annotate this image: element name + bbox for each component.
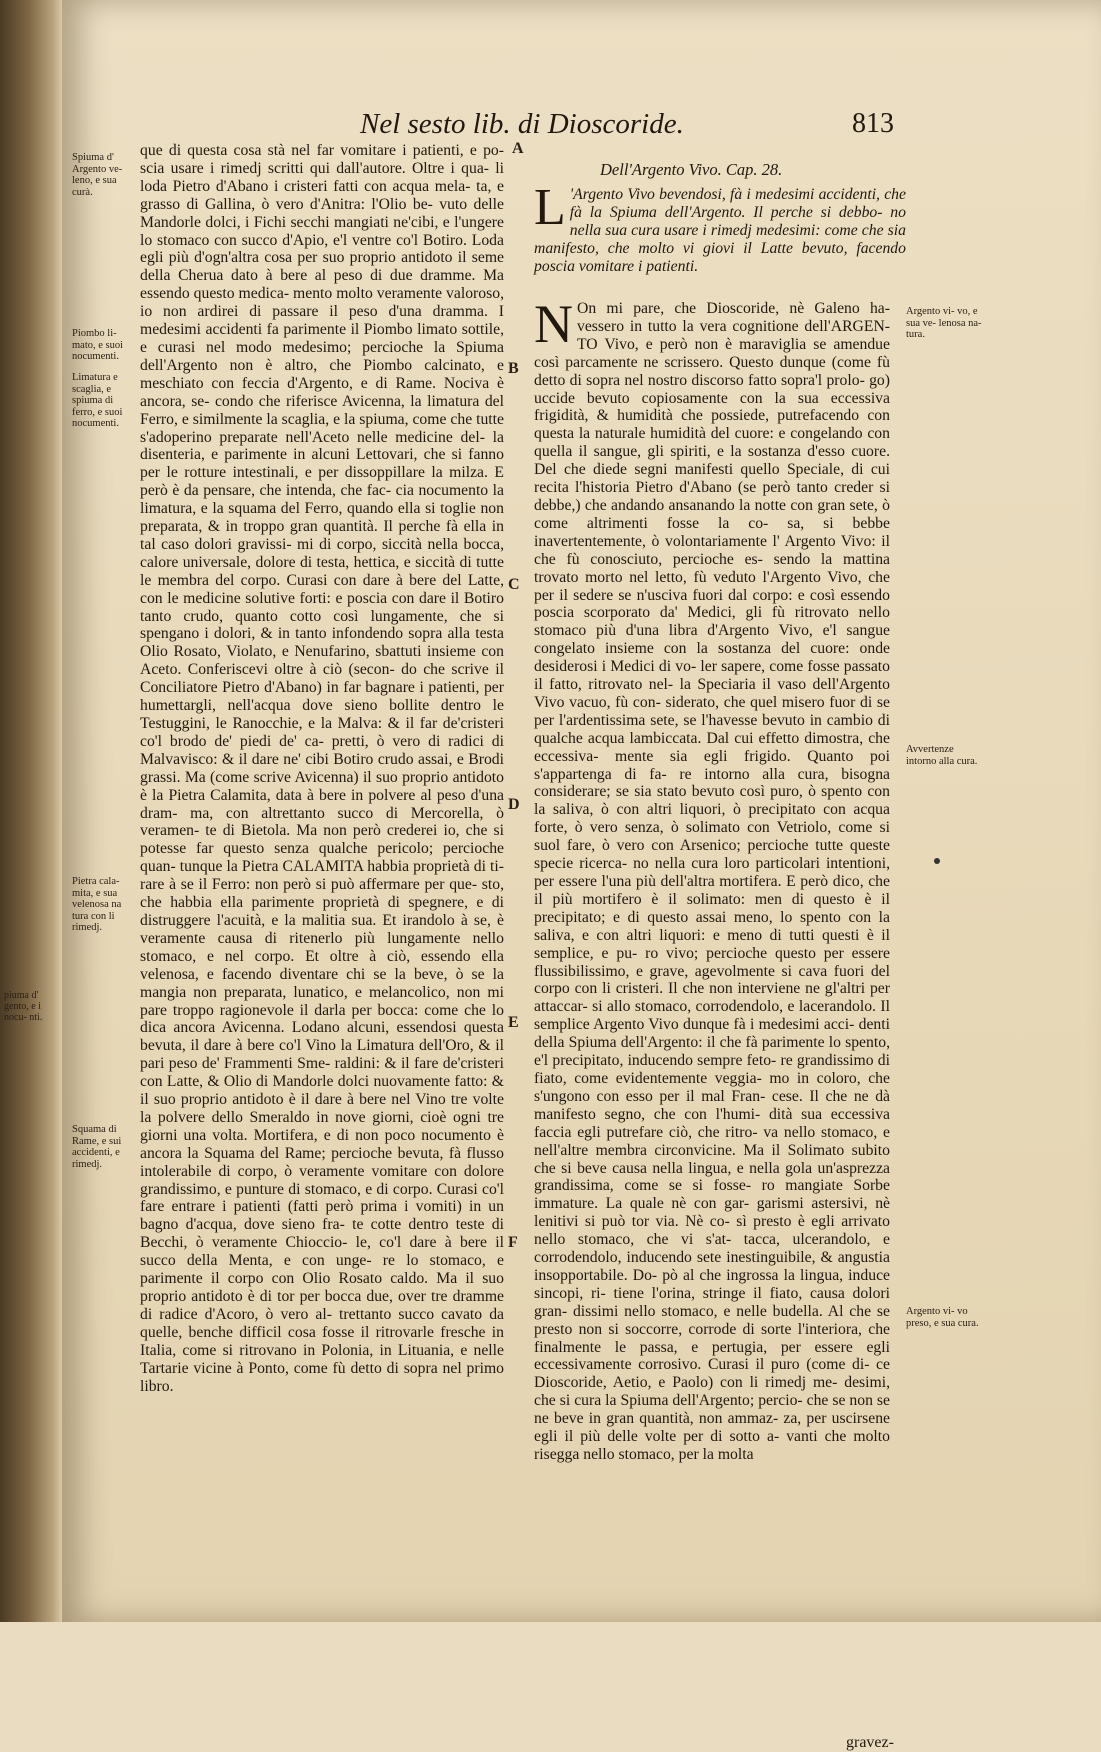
left-column-text: que di questa cosa stà nel far vomitare i patienti, e po- scia usare i rimedj scritti qui dall'autore. Oltre i qua- li loda Pietro d'Abano i cristeri fatti con acqua mela- ta, e grasso di Gallina, ò vero d'Anitra: l'Olio be- vuto delle Mandorle dolci, i Fichi secchi mangiati ne'cibi, e l'ungere lo stomaco con succo d'Apio, e'l ventre co'l Botiro. Loda egli più d'ogn'altra cosa per suo proprio antidoto il seme della Cherua dato à bere al peso di due dramme. Ma essendo questo medica- mento molto veramente valoroso, io non ardirei di passare il peso d'una dramma. I medesimi accidenti fa parimente il Piombo limato sottile, e curasi nel modo medesimo; percioche la Spiuma dell'Argento non è altro, che Piombo calcinato, e meschiato con feccia d'Argento, e di Rame. Nociva è ancora, se- condo che riferisce Avicenna, la limatura del Ferro, e similmente la scaglia, e la spiuma, come che tutte s'adoperino preparate nell'Aceto nelle medicine del- la disenteria, e parimente in alcuni Lettovari, che si fanno per le rotture intestinali, e per dissoppillare la milza. E però è da pensare, che intenda, che fac- cia nocumento la limatura, e la squama del Ferro, quando ella si toglie non preparata, & in troppo gran quantità. Il perche fà ella in tal caso dolori gravissi- mi di corpo, siccità nella bocca, calore universale, dolore di testa, hettica, e siccità di tutte le membra del corpo. Curasi con dare à bere del Latte, con le medicine solutive forti: e poscia con dare il Botiro tanto crudo, quanto cotto così lungamente, che si spengano i dolori, & in tanto infondendo sopra alla testa Olio Rosato, Violato, e Nenufarino, sbattuti insieme con Aceto. Conferiscevi oltre à ciò (secon- do che scrive il Conciliatore Pietro d'Abano) in far bagnare i patienti, per humettargli, nell'acqua dove sieno bollite dentro le Testuggini, le Ranocchie, e la Malva: & il far de'cristeri co'l brodo de' piedi de' ca- pretti, ò vero di radici di Malvavisco: & il dare ne' cibi Botiro crudo assai, e Brodi grassi. Ma (come scrive Avicenna) il suo proprio antidoto è la Pietra Calamita, data à bere in polvere al peso d'una dram- ma, con altrettanto succo di Mercorella, ò veramen- te di Bietola. Ma non però crederei io, che si potesse far questo senza qualche pericolo; percioche quan- tunque la Pietra CALAMITA habbia proprietà di ti- rare à se il Ferro: non però si può affermare per que- sto, che habbia ella parimente proprietà di spegnere, e di distruggere l'acuità, e la malitia sua. Et irandolo à se, è veramente causa di ritenerlo più lungamente nello stomaco, e nel corpo. Et oltre à ciò, essendo ella velenosa, e facendo diventare chi se la beve, ò se la mangia non preparata, lunatico, e melancolico, non mi pare troppo ragionevole il darla per bocca: come che lo dica ancora Avicenna. Lodano alcuni, essendosi questa bevuta, il dare à bere co'l Vino la Limatura dell'Oro, & il pari peso de' Frammenti Sme- raldini: & il fare de'cristeri con Latte, & Olio di Mandorle dolci nuovamente fatto: & il suo proprio antidoto è il dare à bere nel Vino tre volte la polvere dello Smeraldo in nove giorni, cioè ogni tre giorni una volta. Mortifera, e di non poco nocumento è ancora la Squama del Rame; percioche bevuta, fà flusso intolerabile di corpo, ò veramente vomitare con dolore grandissimo, e punture di stomaco, e di corpo. Curasi co'l fare entrare i patienti (fatti però prima i vomiti) in un bagno d'acqua, dove sieno fra- te cotte dentro teste di Becchi, ò veramente Chioccio- le, co'l dare à bere il succo della Menta, e con unge- re lo stomaco, e parimente il corpo con Olio Rosato caldo. Ma il suo proprio antidoto è di tor per bocca due, over tre dramme di radice d'Acoro, ò vero al- trettanto succo cavato da quelle, benche difficil cosa fosse il ritrovarle fresche in Italia, come si ritrovano in Polonia, in Lituania, e nelle Tartarie vicine à Ponto, come fù detto di sopra nel primo libro. [140,142,504,1395]
right-text-column [534,294,890,1464]
previous-page-margin-fragment: piuma d' gento, e i nocu- nti. [4,990,43,1023]
right-column-text: On mi pare, che Dioscoride, nè Galeno ha- vessero in tutto la vera cognitione dell'ARGEN- TO Vivo, e però non è maraviglia se amendue così parcamente ne scrissero. Questo dunque (come fù detto di sopra nel nostro discorso fatto sopra'l prolo- go) uccide bevuto copiosamente con la sua eccessiva frigidità, & humidità che possiede, putrefacendo con questa la naturale humidità del cuore: e congelando con quella il sangue, gli spiriti, e la sostanza d'esso cuore. Del che diede segni manifesti quello Speciale, di cui recita l'historia Pietro d'Abano (se però tanto creder si debbe,) che andando ansanando la notte con gran sete, ò come altrimenti fosse la co- sa, si bebbe inavertentemente, ò volontariamente l' Argento Vivo: il che fù conosciuto, percioche es- sendo la mattina trovato morto nel letto, fù veduto l'Argento Vivo, che per il sedere se n'usciva fuori dal corpo: e così essendo poscia scorporato da' Medici, gli fù ritrovato nello stomaco più d'una libra d'Argento Vivo, e'l sangue congelato insieme con la sostanza del cuore: onde desiderosi i Medici di vo- ler sapere, come fosse passato il fatto, ritrovato nel- la Speciaria il vaso dell'Argento Vivo vacuo, fù con- siderato, che quel misero fuor di se per l'ardentissima sete, se l'havesse bevuto in cambio di qualche acqua lambiccata. Dal cui effetto dimostra, che eccessiva- mente sia egli frigido. Quanto poi s'appartenga di fa- re intorno alla cura, bisogna considerare; se sia stato bevuto così puro, ò spento con la saliva, ò con altri liquori, ò precipitato con acqua forte, ò vero senza, ò solimato con Vetriolo, come si suol fare, ò vero con Arsenico; percioche tutte queste specie ricerca- no nella cura loro particolari intentioni, per essere l'una più dell'altra mortifera. E però dico, che il più mortifero è il solimato: men di questo è il precipitato; e di questo assai meno, lo spento con la saliva, e con altri liquori: e meno di tutti questi è il semplice, e pu- ro vivo; percioche questo per essere flussibilissimo, e grave, agevolmente si cava fuori del corpo con li cristeri. Il che non interviene ne gl'altri per attaccar- si allo stomaco, corrodendolo, e lacerandolo. Il semplice Argento Vivo dunque fà i medesimi acci- denti della Spiuma dell'Argento: il che fà parimente lo spento, e'l precipitato, inducendo sempre feto- re grandissimo di fiato, come evidentemente veggia- mo in coloro, che s'ungono con esso per il mal Fran- cese. Il che ne dà manifesto segno, che con l'humi- dità sua eccessiva faccia egli putrefare ciò, che ritro- va nello stomaco, e nell'altre membra circonvicine. Ma il Solimato subito che si beve causa nella lingua, e nella gola un'asprezza grandissima, come se si fosse- ro mangiate Sorbe immature. La quale nè con gar- garismi astersivi, nè lenitivi si può tor via. Nè co- sì presto è egli arrivato nello stomaco, che vi s'at- tacca, ulcerandolo, e corrodendolo, inducendo sete inestinguibile, & angustia insopportabile. Do- pò al che ingrossa la lingua, induce sincopi, ri- tiene l'orina, stringe il fiato, causa dolori gran- dissimi nello stomaco, e nelle budella. Al che se presto non si soccorre, corrode di sorte l'interiora, che finalmente le passa, e pertugia, per essere egli eccessivamente corrosivo. Curasi il puro (come di- ce Dioscoride, Aetio, e Paolo) con li rimedj me- desimi, che si cura la Spiuma dell'Argento; percio- che se non se ne beve in gran quantità, non ammaz- za, per uscirsene egli il più delle volte per di sotto a- vanti che molto risegga nello stomaco, per la molta [534,300,890,1463]
margin-note: Limatura e scaglia, e spiuma di ferro, e suoi nocumenti. [72,372,123,429]
margin-note: Piombo li- mato, e suoi nocumenti. [72,328,124,362]
section-marker-f: F [508,1234,518,1251]
catchword: gravez- [846,1734,894,1751]
running-head: Nel sesto lib. di Dioscoride. [360,108,684,140]
book-spine [0,0,62,1622]
summary-initial: L [534,179,566,236]
section-marker-c: C [508,576,520,593]
margin-note: Argento vi- vo, e sua ve- lenosa na- tura. [906,306,982,340]
section-marker-a: A [512,140,524,157]
section-marker-d: D [508,796,520,813]
drop-cap-initial: N [534,294,573,354]
ink-dot [934,858,940,864]
margin-note: Squama di Rame, e sui accidenti, e rimedj. [72,1124,122,1170]
chapter-heading: Dell'Argento Vivo. Cap. 28. [600,160,783,179]
chapter-summary [534,179,906,276]
chapter-summary-text: 'Argento Vivo bevendosi, fà i medesimi accidenti, che fà la Spiuma dell'Argento. Il perche si debbo- no nella sua cura usare i rimedj medesimi: come che sia manifesto, che molto vi giovi il Latte bevuto, facendo poscia vomitare i patienti. [534,186,906,275]
margin-note: Pietra cala- mita, e sua velenosa na tura con li rimedj. [72,876,122,933]
left-text-column [140,142,504,1395]
margin-note: Avvertenze intorno alla cura. [906,744,978,767]
page-number: 813 [852,108,894,139]
section-marker-e: E [508,1014,519,1031]
margin-note: Argento vi- vo preso, e sua cura. [906,1306,979,1329]
section-marker-b: B [508,360,519,377]
margin-note: Spiuma d' Argento ve- leno, e sua curà. [72,152,123,198]
